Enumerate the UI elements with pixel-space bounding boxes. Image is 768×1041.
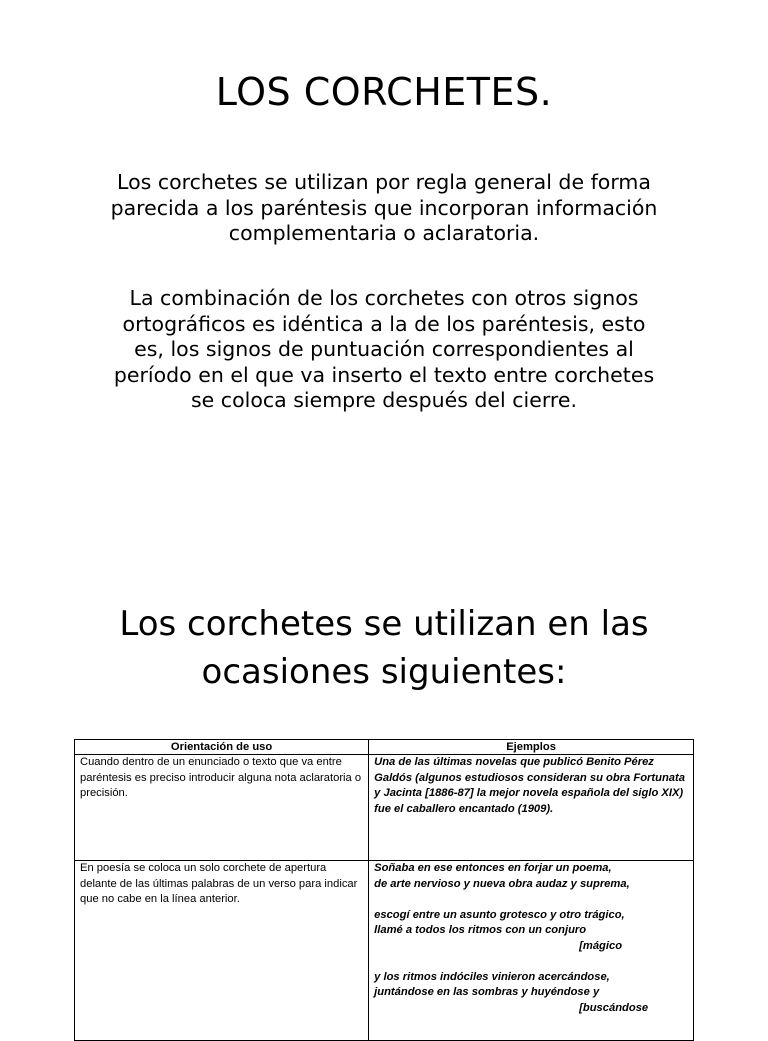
uses-title-line-2: ocasiones siguientes:: [201, 652, 567, 692]
example-cell: [369, 861, 694, 1041]
uses-table: [74, 739, 694, 1041]
poem-line: y los ritmos indóciles vinieron acercándose,: [374, 970, 610, 983]
poem-line: juntándose en las sombras y huyéndose y: [374, 986, 600, 998]
poem-line: llamé a todos los ritmos con un conjuro: [374, 924, 587, 936]
stanza-gap: [374, 954, 688, 970]
header-orientation: Orientación de uso: [75, 740, 369, 755]
poem-line: Soñaba en ese entonces en forjar un poema,: [374, 862, 612, 874]
poem-line-continuation: [buscándose: [579, 1001, 649, 1014]
intro-paragraph: Los corchetes se utilizan por regla general de forma parecida a los paréntesis que incorporan información complementaria o aclaratoria.: [110, 170, 658, 246]
poem-line-continuation: [mágico: [579, 939, 623, 952]
poem-line: escogí entre un asunto grotesco y otro trágico,: [374, 908, 625, 921]
uses-title-line-1: Los corchetes se utilizan en las: [119, 604, 649, 644]
use-cell: En poesía se coloca un solo corchete de apertura delante de las últimas palabras de un verso para indicar que no cabe en la línea anterior.: [75, 861, 369, 1041]
use-cell: Cuando dentro de un enunciado o texto que va entre paréntesis es preciso introducir alguna nota aclaratoria o precisión.: [75, 755, 369, 861]
uses-title: [0, 600, 768, 696]
table-header-row: [75, 740, 694, 755]
slide-1: [0, 0, 768, 520]
poem-line: de arte nervioso y nueva obra audaz y suprema,: [374, 877, 630, 890]
combination-paragraph: La combinación de los corchetes con otros signos ortográficos es idéntica a la de los paréntesis, esto es, los signos de puntuación correspondientes al período en el que va inserto el texto entre corchetes se coloca siempre después del cierre.: [113, 286, 655, 413]
slide-title: LOS CORCHETES.: [215, 70, 553, 114]
stanza-gap: [374, 892, 688, 908]
slide-2: [0, 520, 768, 1024]
table-row: [75, 861, 694, 1041]
table-row: [75, 755, 694, 861]
example-cell: Una de las últimas novelas que publicó Benito Pérez Galdós (algunos estudiosos consideran su obra Fortunata y Jacinta [1886-87] la mejor novela española del siglo XIX) fue el caballero encantado (1909).: [369, 755, 694, 861]
header-examples: Ejemplos: [369, 740, 694, 755]
